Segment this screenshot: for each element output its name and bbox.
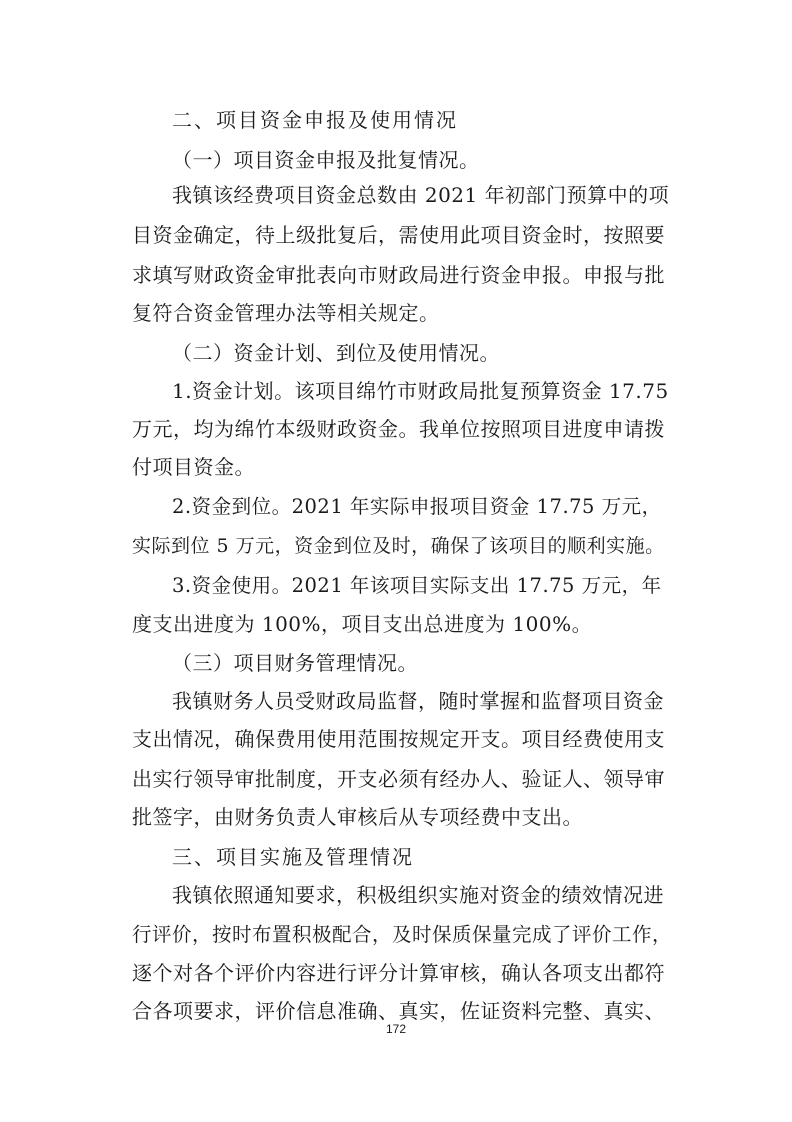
section-heading-2: 二、项目资金申报及使用情况 (172, 108, 458, 132)
paragraph-line: 合各项要求，评价信息准确、真实，佐证资料完整、真实、 (132, 999, 665, 1023)
section-heading-3: 三、项目实施及管理情况 (172, 845, 414, 869)
paragraph-line: 复符合资金管理办法等相关规定。 (132, 301, 440, 325)
paragraph-line: 求填写财政资金审批表向市财政局进行资金申报。申报与批 (132, 263, 665, 287)
paragraph-line: 1.资金计划。该项目绵竹市财政局批复预算资金 17.75 (172, 379, 669, 403)
paragraph-line: 我镇该经费项目资金总数由 2021 年初部门预算中的项 (172, 183, 670, 207)
paragraph-line: 度支出进度为 100%，项目支出总进度为 100%。 (132, 612, 593, 636)
subsection-heading-1: （一）项目资金申报及批复情况。 (172, 148, 480, 172)
paragraph-line: 3.资金使用。2021 年该项目实际支出 17.75 万元，年 (172, 574, 662, 597)
paragraph-line: 目资金确定，待上级批复后，需使用此项目资金时，按照要 (132, 223, 665, 247)
subsection-heading-2: （二）资金计划、到位及使用情况。 (172, 341, 500, 365)
paragraph-line: 我镇依照通知要求，积极组织实施对资金的绩效情况进 (172, 883, 664, 907)
paragraph-line: 逐个对各个评价内容进行评分计算审核，确认各项支出都符 (132, 961, 665, 985)
paragraph-line: 付项目资金。 (132, 455, 255, 479)
paragraph-line: 2.资金到位。2021 年实际申报项目资金 17.75 万元， (172, 495, 662, 518)
paragraph-line: 实际到位 5 万元，资金到位及时，确保了该项目的顺利实施。 (132, 535, 665, 557)
paragraph-line: 出实行领导审批制度，开支必须有经办人、验证人、领导审 (132, 767, 665, 791)
paragraph-line: 万元，均为绵竹本级财政资金。我单位按照项目进度申请拨 (132, 417, 665, 441)
paragraph-line: 我镇财务人员受财政局监督，随时掌握和监督项目资金 (172, 689, 664, 713)
paragraph-line: 支出情况，确保费用使用范围按规定开支。项目经费使用支 (132, 727, 665, 751)
paragraph-line: 行评价，按时布置积极配合，及时保质保量完成了评价工作， (132, 923, 673, 946)
paragraph-line: 批签字，由财务负责人审核后从专项经费中支出。 (132, 805, 583, 829)
subsection-heading-3: （三）项目财务管理情况。 (172, 651, 418, 675)
page-number: 172 (385, 1022, 407, 1036)
